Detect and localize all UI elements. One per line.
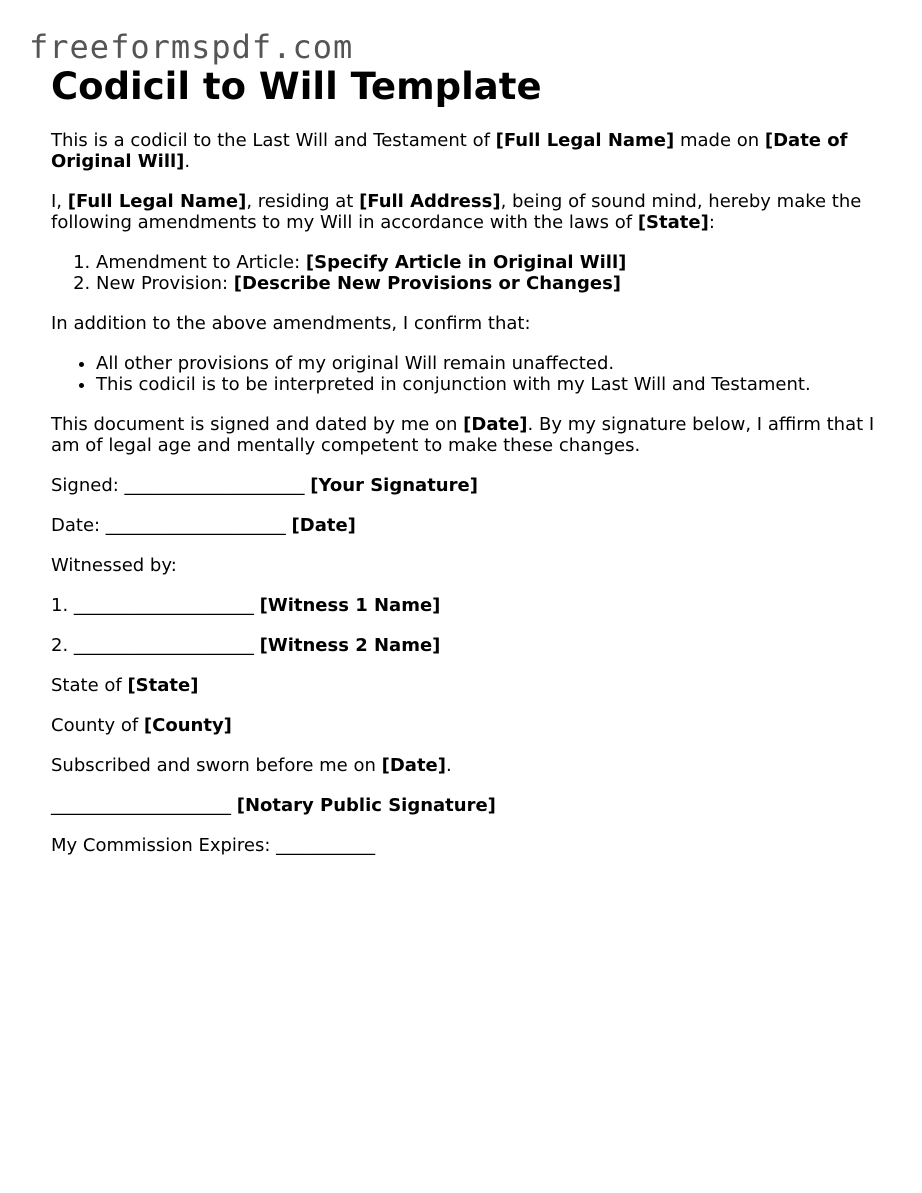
signing-paragraph	[51, 414, 881, 456]
sworn-end: .	[445, 755, 452, 776]
date-line	[51, 515, 881, 536]
placeholder-full-legal-name: [Full Legal Name]	[495, 130, 675, 151]
amendment-item	[96, 252, 881, 273]
confirmation-item: • This codicil is to be interpreted in conjunction with my Last Will and Testament.	[96, 374, 881, 395]
sworn-label: Subscribed and sworn before me on	[51, 755, 382, 776]
witnessed-by-label: Witnessed by:	[51, 555, 177, 576]
signature-line	[51, 475, 881, 496]
state-line	[51, 675, 881, 696]
site-watermark: freeformspdf.com	[29, 28, 354, 66]
confirm-intro: In addition to the above amendments, I confirm that:	[51, 313, 531, 334]
amendment-label: Amendment to Article:	[96, 252, 306, 273]
declaration-text-3: , being of sound mind, hereby make the following amendments to my Will in accordance with the laws of	[51, 191, 862, 233]
document-title: Codicil to Will Template	[51, 65, 542, 108]
placeholder-state: [State]	[127, 675, 199, 696]
amendment-label: New Provision:	[96, 273, 234, 294]
confirmations-list	[51, 353, 881, 395]
placeholder-your-signature: [Your Signature]	[310, 475, 478, 496]
sworn-line	[51, 755, 881, 776]
witness-line	[51, 635, 881, 656]
amendments-list	[51, 252, 881, 294]
placeholder-new-provisions: [Describe New Provisions or Changes]	[233, 273, 622, 294]
intro-text-3: .	[184, 151, 191, 172]
declaration-text-4: :	[708, 212, 715, 233]
document-body	[51, 64, 881, 875]
placeholder-date: [Date]	[381, 755, 446, 776]
placeholder-original-will-date: [Date of Original Will]	[51, 130, 848, 172]
signing-text-1: This document is signed and dated by me on	[51, 414, 464, 435]
notary-line	[51, 795, 881, 816]
witness-label: 1. ____________________	[51, 595, 260, 616]
witness-label: 2. ____________________	[51, 635, 260, 656]
declaration-text-1: I,	[51, 191, 68, 212]
placeholder-witness-2-name: [Witness 2 Name]	[259, 635, 441, 656]
signing-text-2: . By my signature below, I affirm that I am of legal age and mentally competent to make these changes.	[51, 414, 875, 456]
declaration-paragraph	[51, 191, 881, 233]
commission-line: My Commission Expires: ___________	[51, 835, 376, 856]
amendment-item	[96, 273, 881, 294]
placeholder-article: [Specify Article in Original Will]	[305, 252, 627, 273]
placeholder-state: [State]	[637, 212, 709, 233]
intro-paragraph	[51, 130, 881, 172]
county-line	[51, 715, 881, 736]
date-label: Date: ____________________	[51, 515, 292, 536]
signature-label: Signed: ____________________	[51, 475, 311, 496]
placeholder-witness-1-name: [Witness 1 Name]	[259, 595, 441, 616]
declaration-text-2: , residing at	[246, 191, 360, 212]
placeholder-county: [County]	[143, 715, 232, 736]
witness-line	[51, 595, 881, 616]
intro-text-1: This is a codicil to the Last Will and Testament of	[51, 130, 496, 151]
state-label: State of	[51, 675, 128, 696]
notary-label: ____________________	[51, 795, 237, 816]
county-label: County of	[51, 715, 144, 736]
placeholder-full-legal-name: [Full Legal Name]	[67, 191, 247, 212]
placeholder-date: [Date]	[463, 414, 528, 435]
confirmation-item: • All other provisions of my original Will remain unaffected.	[96, 353, 881, 374]
placeholder-notary-signature: [Notary Public Signature]	[236, 795, 496, 816]
placeholder-date: [Date]	[291, 515, 356, 536]
intro-text-2: made on	[674, 130, 765, 151]
placeholder-full-address: [Full Address]	[359, 191, 501, 212]
